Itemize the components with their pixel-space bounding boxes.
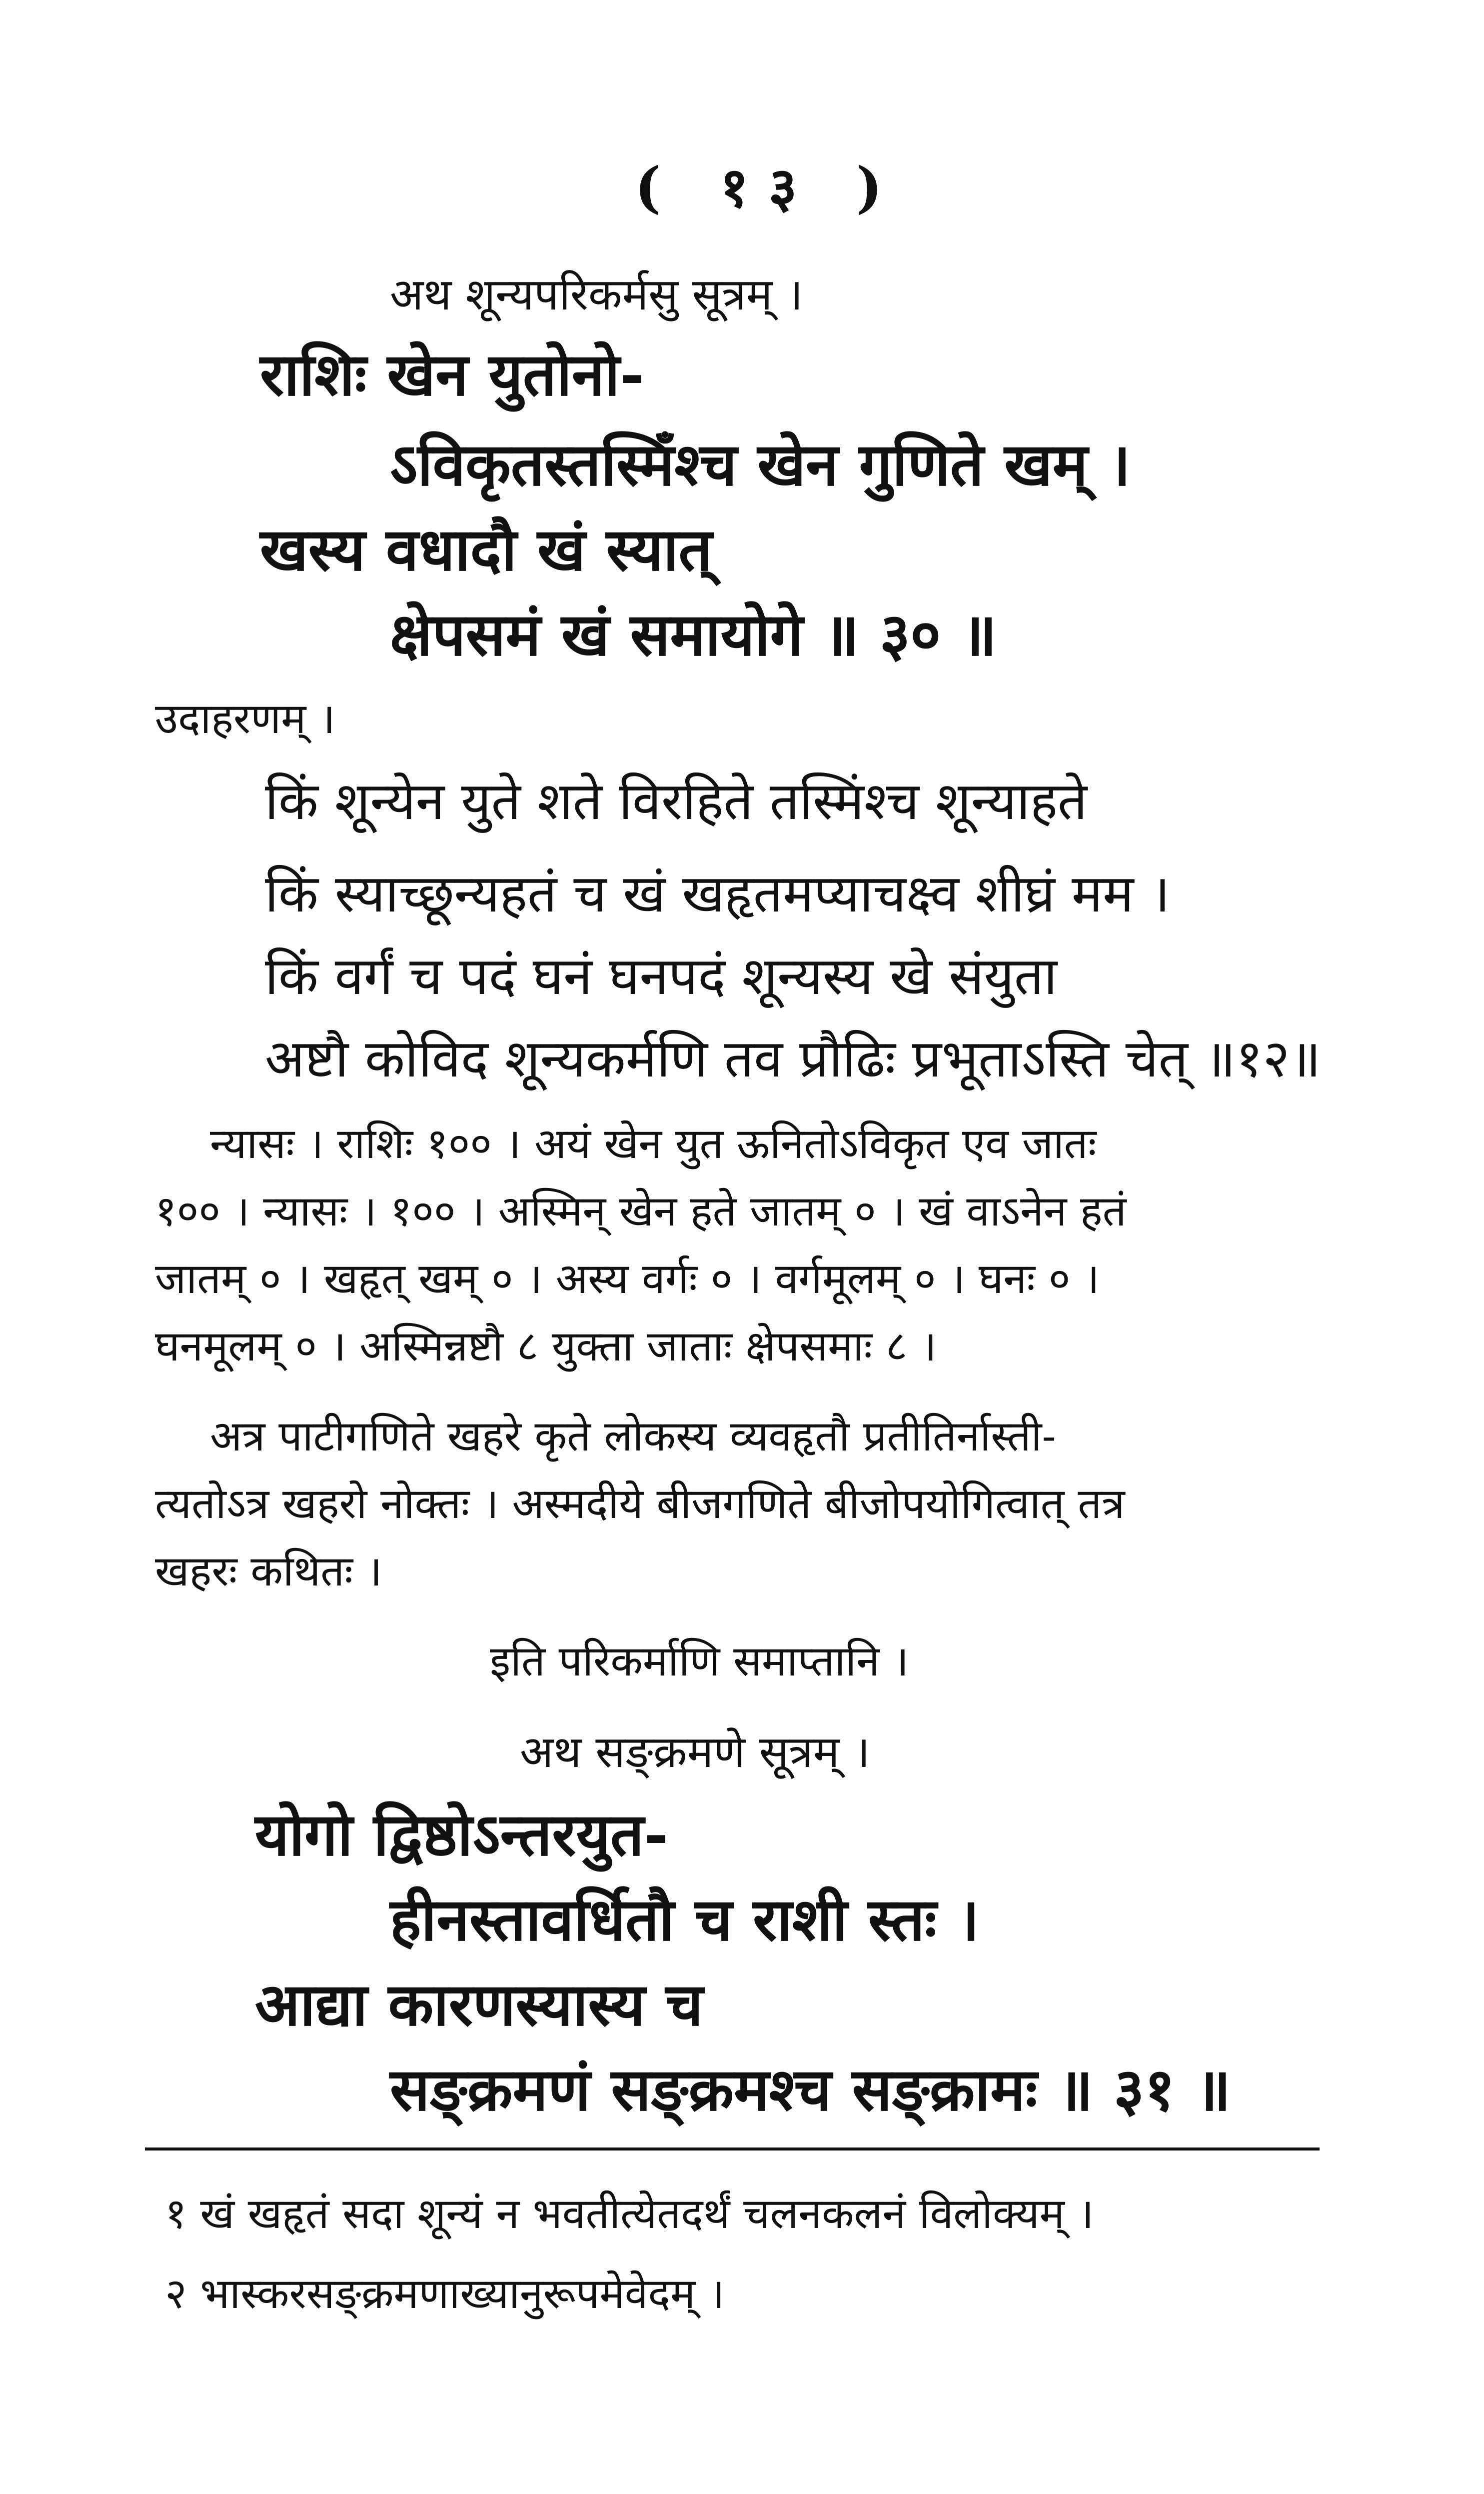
example-verse-line: किं वर्गं च पदं घनं घनपदं शून्यस्य खे संयुता: [265, 946, 1058, 1006]
verse-line: क्षेपसमं खं समायोगे ॥ ३० ॥: [390, 600, 997, 669]
footnote: २ भास्करसङ्क्रमणाख्यानुरूपमेवेदम् ।: [165, 2269, 725, 2318]
note-line: अत्र पाटीगणिते खहरे कृते लोकस्य व्यवहृतौ प्रतीतिर्नास्ती-: [210, 1412, 1056, 1460]
footnote: १ खं खहृतं सदा शून्यं न भवतीत्येतदर्थं चलनकलनं विलोक्यम् ।: [165, 2189, 1094, 2238]
example-verse-line: अष्टौ कोविद शून्यकर्मणि तव प्रौढिः प्रभूताऽस्ति चेत् ॥१२॥: [265, 1028, 1321, 1089]
verse-line: खस्य वधादौ खं स्यात्: [260, 514, 712, 584]
solution-line: न्यासः । राशिः १०० । अयं खेन युत ऊनितोऽविकृत एव जातः: [210, 1119, 1097, 1168]
verse-line: राशिः खेन युतोनो-: [260, 340, 644, 409]
example-verse-line: किं शून्येन युते शते विरहिते तस्मिंश्च शून्याहते: [265, 770, 1088, 832]
solution-line: १०० । न्यासः । १०० । अस्मिन् खेन हते जातम् ० । खं वाऽनेन हतं: [155, 1186, 1127, 1236]
verse-line: हीनस्तावर्धितौ च राशी स्तः ।: [390, 1884, 980, 1954]
note-line: खहरः कथितः ।: [155, 1546, 382, 1596]
solution-line: घनमूलम् ० । अस्मिन्नष्टौ ८ युक्ता जाताः क्षेपसमाः ८ ।: [155, 1322, 937, 1370]
page-number: ( १३ ): [635, 155, 903, 220]
section-heading-sankramana: अथ सङ्क्रमणे सूत्रम् ।: [520, 1726, 870, 1778]
note-line: त्यतोऽत्र खहरो नोक्तः । अस्मदीये बीजगणिते बीजोपयोगित्वात् तत्र: [155, 1479, 1125, 1528]
verse-line: योगो द्विष्ठोऽन्तरयुत-: [255, 1800, 669, 1869]
verse-line: सङ्क्रमणं सङ्क्रमश्च सङ्क्रामः ॥ ३१ ॥: [390, 2054, 1231, 2124]
section-heading-zero: अथ शून्यपरिकर्मसु सूत्रम् ।: [390, 268, 803, 320]
example-label: उदाहरणम् ।: [155, 694, 335, 743]
verse-line: आद्या कारणस्यास्य च: [255, 1970, 703, 2039]
example-verse-line: किं स्याच्छून्यहतं च खं खहृतमप्याचक्ष्व शीघ्रं मम ।: [265, 863, 1170, 924]
closing-line: इति परिकर्माणि समाप्तानि ।: [490, 1636, 909, 1686]
solution-line: जातम् ० । खहृत् खम् ० । अस्य वर्गः ० । वर्गमूलम् ० । घनः ० ।: [155, 1254, 1100, 1303]
verse-line: ऽविकृतस्तस्मिँश्च खेन गुणिते खम् ।: [390, 430, 1131, 499]
footnote-divider: [145, 2148, 1320, 2150]
